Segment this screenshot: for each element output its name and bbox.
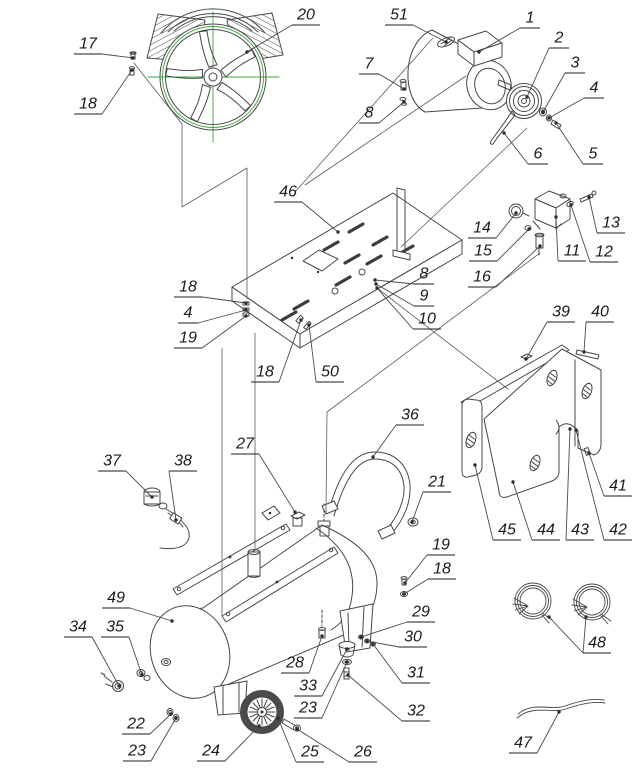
tank-handle	[322, 452, 410, 539]
callout-number: 29	[412, 603, 430, 621]
callout-number: 18	[179, 278, 197, 296]
callout-46-18	[274, 184, 340, 234]
callout-41-29	[587, 451, 632, 496]
callout-number: 46	[279, 183, 297, 201]
drain-valve-assembly	[101, 670, 150, 692]
pressure-gauge	[509, 204, 529, 218]
callout-number: 33	[299, 677, 317, 695]
callout-number: 22	[127, 715, 145, 733]
belt-guard	[461, 345, 601, 497]
callout-number: 47	[514, 734, 532, 752]
callout-number: 39	[552, 303, 570, 321]
callout-47-57	[509, 710, 561, 753]
pulley	[507, 84, 542, 119]
rail-spacer	[248, 550, 260, 578]
callout-6-9	[502, 131, 548, 164]
callout-number: 50	[321, 363, 339, 381]
callout-number: 19	[179, 329, 197, 347]
callout-17-1	[74, 36, 135, 60]
callout-number: 26	[354, 743, 372, 761]
callout-number: 20	[297, 6, 315, 24]
callout-number: 6	[533, 145, 543, 163]
callout-number: 8	[419, 265, 429, 283]
rail-clip	[262, 506, 280, 520]
callout-40-28	[582, 304, 614, 354]
callout-25-54	[276, 716, 324, 762]
callout-number: 15	[474, 242, 492, 260]
callout-number: 34	[69, 618, 87, 636]
callout-22-51	[122, 712, 173, 734]
callout-number: 27	[236, 435, 254, 453]
pump-unit	[130, 9, 284, 142]
callout-number: 19	[432, 536, 450, 554]
callout-number: 24	[202, 742, 220, 760]
callout-number: 41	[609, 477, 627, 495]
callout-number: 40	[591, 303, 609, 321]
callout-number: 48	[588, 634, 606, 652]
v-belt	[490, 111, 515, 144]
callout-21-36	[410, 474, 451, 524]
terminal-box	[458, 31, 502, 66]
callout-number: 1	[525, 9, 535, 27]
callout-number: 45	[498, 521, 516, 539]
callout-number: 18	[79, 95, 97, 113]
callout-38-38	[169, 453, 197, 522]
callout-number: 36	[401, 406, 419, 424]
callout-51-3	[385, 7, 448, 44]
callout-number: 14	[473, 219, 491, 237]
callout-7-10	[359, 56, 406, 91]
callout-8-11	[359, 100, 406, 123]
hose-coils	[513, 583, 611, 624]
callout-18-40	[402, 561, 456, 596]
callout-number: 23	[299, 699, 317, 717]
callout-number: 23	[128, 742, 146, 760]
callout-number: 10	[418, 310, 436, 328]
callout-4-20	[178, 305, 248, 324]
guard-back-panel	[484, 349, 601, 497]
callout-number: 17	[79, 35, 97, 53]
callout-number: 11	[563, 242, 581, 260]
drain-tube	[517, 699, 605, 718]
callout-number: 25	[301, 743, 319, 761]
air-tank-assembly	[138, 452, 418, 715]
pressure-switch-assembly	[509, 191, 596, 255]
pressure-switch	[533, 191, 570, 229]
callout-number: 3	[570, 54, 580, 72]
callout-number: 8	[364, 104, 374, 122]
callout-number: 21	[428, 473, 446, 491]
callout-number: 12	[595, 243, 613, 261]
callout-number: 16	[473, 268, 491, 286]
callout-number: 42	[609, 521, 627, 539]
callout-number: 38	[174, 452, 192, 470]
callout-31-43	[371, 642, 430, 683]
callout-number: 43	[571, 521, 589, 539]
callout-4-7	[547, 80, 604, 120]
callout-number: 13	[602, 214, 620, 232]
callout-number: 44	[537, 521, 555, 539]
callout-36-34	[371, 407, 424, 459]
callout-number: 30	[404, 628, 422, 646]
callout-number: 18	[256, 363, 274, 381]
callout-number: 9	[419, 287, 429, 305]
callout-number: 49	[107, 589, 125, 607]
callout-27-35	[231, 436, 297, 514]
callout-number: 51	[390, 6, 408, 24]
callout-number: 18	[433, 560, 451, 578]
callout-number: 7	[364, 55, 374, 73]
callout-number: 32	[407, 702, 425, 720]
callout-3-6	[541, 55, 585, 114]
callout-number: 4	[183, 304, 193, 322]
callout-number: 35	[106, 618, 124, 636]
callout-number: 37	[103, 452, 121, 470]
guard-front-panel	[462, 399, 482, 477]
guard-strip	[576, 350, 599, 359]
callout-18-2	[74, 68, 134, 114]
callout-number: 28	[286, 654, 304, 672]
callout-35-50	[101, 619, 144, 677]
callout-5-8	[554, 121, 603, 164]
callout-13-17	[587, 195, 625, 233]
outlet-elbow	[291, 512, 305, 526]
motor-assembly	[400, 30, 561, 144]
callout-number: 2	[554, 29, 564, 47]
callout-48-56	[547, 615, 611, 653]
callout-number: 31	[407, 664, 425, 682]
callout-number: 4	[589, 79, 599, 97]
hose-coil-right	[572, 584, 611, 624]
hose-coil-left	[513, 583, 552, 623]
callout-number: 5	[588, 145, 598, 163]
